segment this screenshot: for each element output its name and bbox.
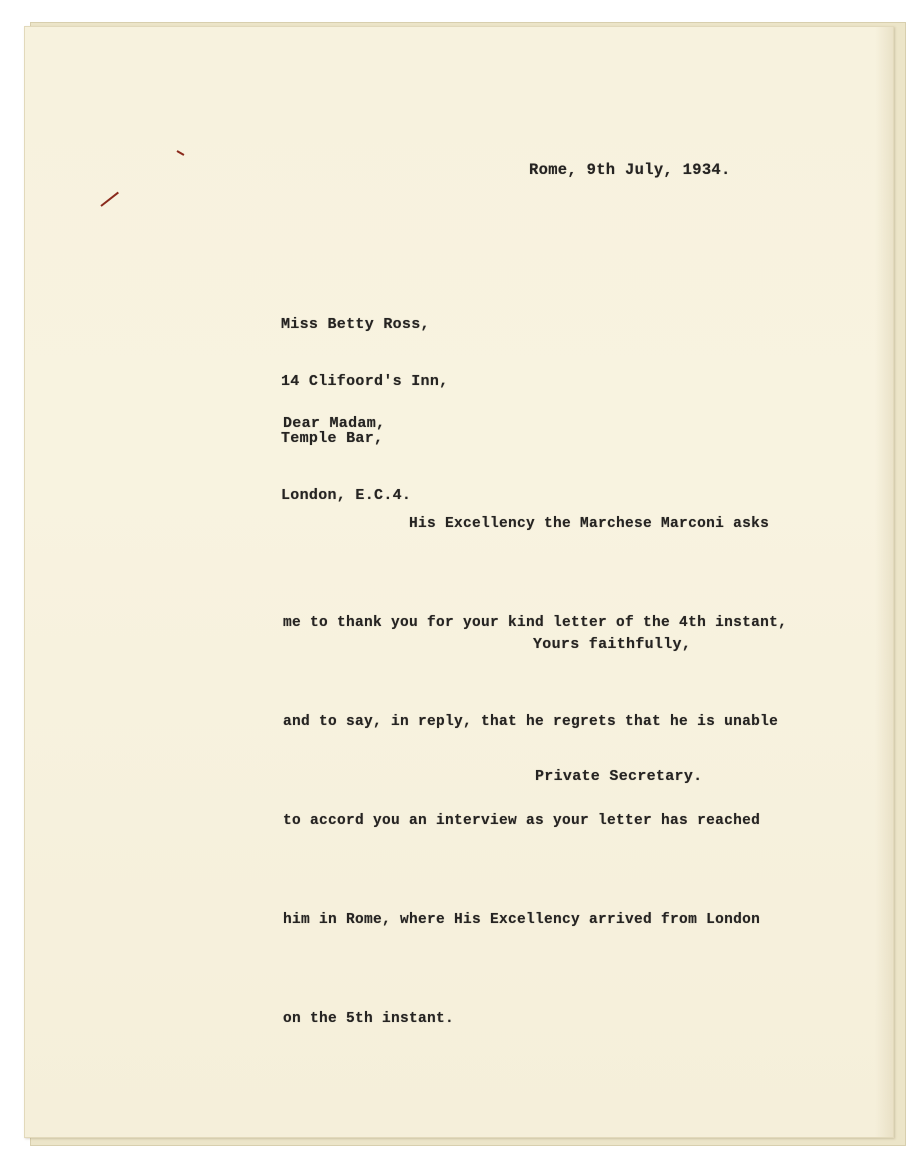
address-line: Temple Bar, [281,430,384,447]
red-ink-tick [177,150,185,156]
closing: Yours faithfully, [533,636,692,653]
body-line: on the 5th instant. [283,1011,455,1027]
salutation: Dear Madam, [283,415,386,432]
body-line: me to thank you for your kind letter of the 4th instant, [283,615,788,631]
letter-date: Rome, 9th July, 1934. [529,161,731,179]
signature-title: Private Secretary. [535,768,703,785]
address-line: London, E.C.4. [281,487,412,504]
body-line: His Excellency the Marchese Marconi asks [283,516,770,532]
body-line: and to say, in reply, that he regrets that he is unable [283,714,779,730]
body-line: to accord you an interview as your letter has reached [283,813,761,829]
address-line: Miss Betty Ross, [281,316,430,333]
page-edge-shadow [875,27,893,1137]
red-ink-mark [100,192,119,207]
body-line: him in Rome, where His Excellency arrived from London [283,912,761,928]
address-line: 14 Clifoord's Inn, [281,373,449,390]
letter-page [24,26,894,1138]
